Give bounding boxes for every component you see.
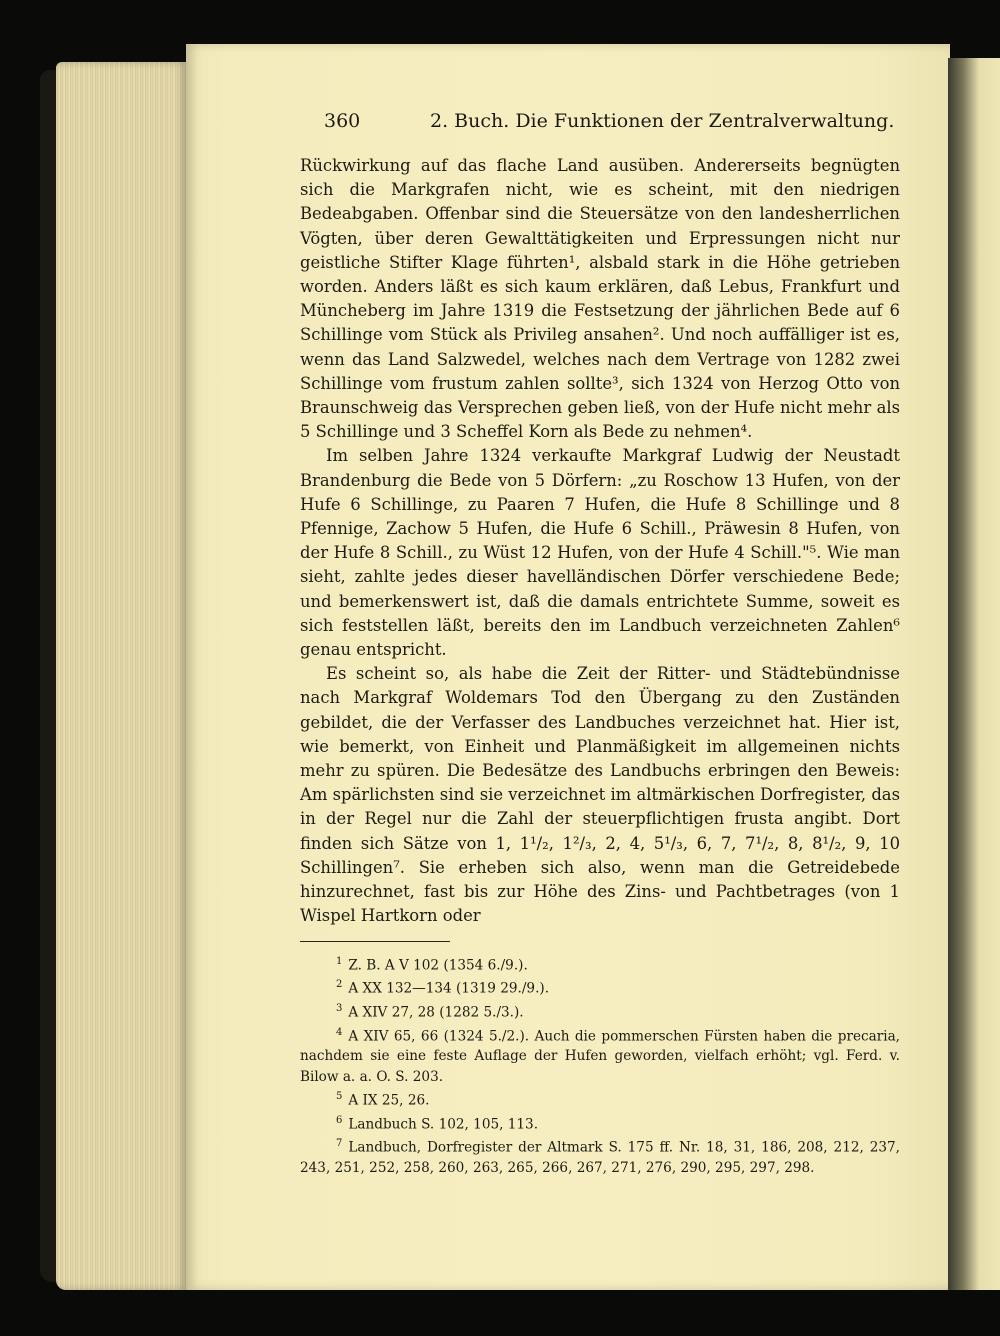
footnote-mark: 4 [336,1026,343,1038]
footnote-text: Landbuch S. 102, 105, 113. [348,1116,539,1133]
footnote-mark: 7 [336,1138,343,1150]
footnote-text: A XIV 27, 28 (1282 5./3.). [348,1004,524,1021]
paragraph-3: Es scheint so, als habe die Zeit der Ritter- und Städtebündnisse nach Markgraf Woldemars Tod den Übergang zu den Zuständen gebildet, die der Verfasser des Landbuches verzeichnet hat. Hier ist, wie bemerkt, von Einheit und Planmäßigkeit im allgemeinen nichts mehr zu spüren. Die Bedesätze des Landbuchs erbringen den Beweis: Am spärlichsten sind sie verzeichnet im altmärkischen Dorfregister, das in der Regel nur die Zahl der steuerpflichtigen frusta angibt. Dort finden sich Sätze von 1, 1¹/₂, 1²/₃, 2, 4, 5¹/₃, 6, 7, 7¹/₂, 8, 8¹/₂, 9, 10 Schillingen⁷. Sie erheben sich also, wenn man die Getreidebede hinzurechnet, fast bis zur Höhe des Zins- und Pachtbetrages (von 1 Wispel Hartkorn oder [300,664,900,926]
paragraph-2: Im selben Jahre 1324 verkaufte Markgraf Ludwig der Neustadt Brandenburg die Bede von 5 Dörfern: „zu Roschow 13 Hufen, von der Hufe 6 Schillinge, zu Paaren 7 Hufen, die Hufe 8 Schillinge und 8 Pfennige, Zachow 5 Hufen, die Hufe 6 Schill., Präwesin 8 Hufen, von der Hufe 8 Schill., zu Wüst 12 Hufen, von der Hufe 4 Schill."⁵. Wie man sieht, zahlte jedes dieser havelländischen Dörfer verschiedene Bede; und bemerkenswert ist, daß die damals entrichtete Summe, soweit es sich feststellen läßt, bereits den im Landbuch verzeichneten Zahlen⁶ genau entspricht. [300,446,900,660]
page-header [300,110,900,140]
footnote-mark: 5 [336,1090,343,1102]
footnote [300,999,900,1023]
page-block-edge [56,62,186,1290]
footnote-text: A XIV 65, 66 (1324 5./2.). Auch die pommerschen Fürsten haben die precaria, nachdem sie eine feste Auflage der Hufen geworden, vielfach erhöht; vgl. Ferd. v. Bilow a. a. O. S. 203. [300,1028,900,1085]
paragraph-1: Rückwirkung auf das flache Land ausüben. Andererseits begnügten sich die Markgrafen nicht, wie es scheint, mit den niedrigen Bedeabgaben. Offenbar sind die Steuersätze von den landesherrlichen Vögten, über deren Gewalttätigkeiten und Erpressungen nicht nur geistliche Stifter Klage führten¹, alsbald stark in die Höhe getrieben worden. Anders läßt es sich kaum erklären, daß Lebus, Frankfurt und Müncheberg im Jahre 1319 die Festsetzung der jährlichen Bede auf 6 Schillinge vom Stück als Privileg ansahen². Und noch auffälliger ist es, wenn das Land Salzwedel, welches nach dem Vertrage von 1282 zwei Schillinge vom frustum zahlen sollte³, sich 1324 von Herzog Otto von Braunschweig das Versprechen geben ließ, von der Hufe nicht mehr als 5 Schillinge und 3 Scheffel Korn als Bede zu nehmen⁴. [300,156,900,442]
running-head: 2. Buch. Die Funktionen der Zentralverwaltung. [430,110,895,132]
footnote-mark: 2 [336,979,343,991]
footnote [300,1087,900,1111]
footnote [300,1134,900,1178]
footnote-mark: 3 [336,1002,343,1014]
footnotes [300,952,900,1179]
footnote-text: A IX 25, 26. [348,1092,430,1109]
footnote [300,975,900,999]
footnote-text: A XX 132—134 (1319 29./9.). [348,980,550,997]
page-content [300,110,900,1178]
facing-page-edge [948,58,1000,1290]
footnote [300,952,900,976]
footnote [300,1111,900,1135]
footnote-mark: 1 [336,955,343,967]
footnote-text: Z. B. A V 102 (1354 6./9.). [348,957,528,974]
footnote-mark: 6 [336,1114,343,1126]
footnote-text: Landbuch, Dorfregister der Altmark S. 175 ff. Nr. 18, 31, 186, 208, 212, 237, 243, 251, 252, 258, 260, 263, 265, 266, 267, 271, 276, 290, 295, 297, 298. [300,1139,900,1177]
footnote [300,1023,900,1087]
footnote-divider [300,941,450,942]
page-number: 360 [324,110,361,132]
body-text [300,154,900,929]
